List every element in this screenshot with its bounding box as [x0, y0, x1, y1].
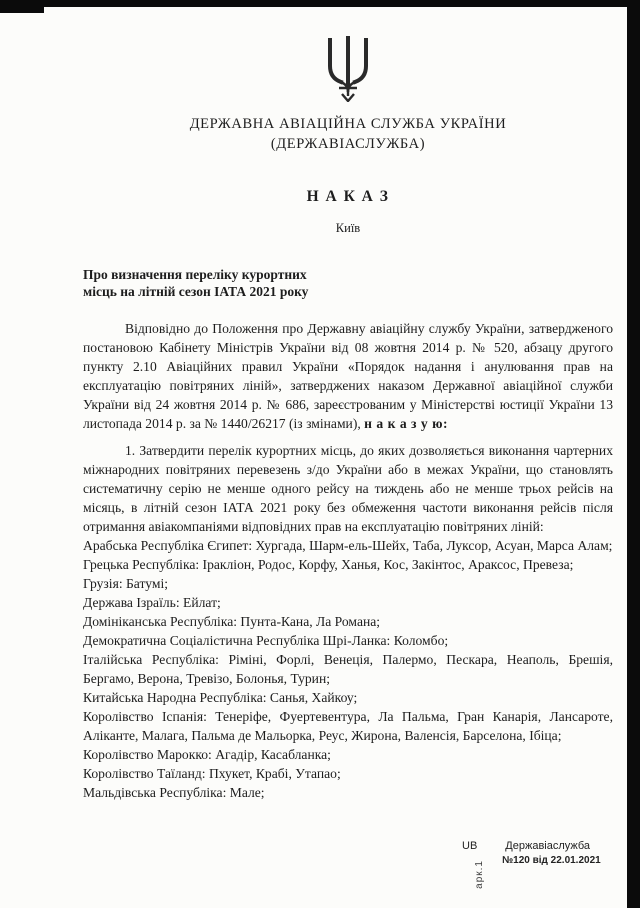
- resort-country-list: [83, 536, 613, 802]
- subject-line2: місць на літній сезон ІАТА 2021 року: [83, 284, 309, 299]
- stamp-org-name: Державіаслужба: [505, 840, 591, 852]
- scan-artifact-top-edge: [0, 0, 640, 7]
- document-content: [83, 30, 613, 802]
- stamp-top-row: [462, 840, 622, 852]
- country-line-srilanka: Демократична Соціалістична Республіка Шрі-Ланка: Коломбо;: [83, 633, 449, 648]
- country-line-china: Китайська Народна Республіка: Санья, Хайкоу;: [83, 690, 358, 705]
- country-line-egypt: Арабська Республіка Єгипет: Хургада, Шарм-ель-Шейх, Таба, Луксор, Асуан, Марса Алам;: [83, 538, 613, 553]
- country-line-georgia: Грузія: Батумі;: [83, 576, 169, 591]
- preamble-paragraph: [83, 319, 613, 433]
- ukraine-trident-emblem: [83, 36, 613, 102]
- document-type-title: Н А К А З: [306, 188, 390, 205]
- country-line-dominican: Домініканська Республіка: Пунта-Кана, Ла Романа;: [83, 614, 381, 629]
- scan-artifact-top-left-corner: [0, 0, 44, 13]
- item1-paragraph: 1. Затвердити перелік курортних місць, до яких дозволяється виконання чартерних міжнародних повітряних перевезень з/до України або в межах України, що становлять систематичну серію не менше одного рейсу на тиждень або не менше трьох рейсів на місяць, в літній сезон ІАТА 2021 року без обмеження частоти виконання рейсів після отримання авіакомпаніями відповідних прав на експлуатацію повітряних ліній:: [83, 443, 613, 534]
- country-line-thailand: Королівство Таїланд: Пхукет, Крабі, Утапао;: [83, 766, 341, 781]
- country-line-maldives: Мальдівська Республіка: Мале;: [83, 785, 265, 800]
- stamp-number: №120 від 22.01.2021: [502, 855, 601, 866]
- sheet-number-label: арк.1: [474, 860, 485, 889]
- registration-stamp: [462, 840, 622, 866]
- scan-artifact-right-edge: [627, 0, 640, 908]
- stamp-code: UB: [462, 840, 478, 852]
- country-line-israel: Держава Ізраїль: Ейлат;: [83, 595, 221, 610]
- document-city: Київ: [335, 221, 361, 235]
- country-line-italy: Італійська Республіка: Ріміні, Форлі, Венеція, Палермо, Пескара, Неаполь, Брешія, Бергамо, Верона, Тревізо, Болонья, Турин;: [83, 652, 613, 686]
- org-name-line1: ДЕРЖАВНА АВІАЦІЙНА СЛУЖБА УКРАЇНИ: [189, 116, 507, 132]
- subject-line1: Про визначення переліку курортних: [83, 267, 307, 282]
- country-line-greece: Грецька Республіка: Іракліон, Родос, Корфу, Ханья, Кос, Закінтос, Араксос, Превеза;: [83, 557, 574, 572]
- country-line-morocco: Королівство Марокко: Агадір, Касабланка;: [83, 747, 331, 762]
- preamble-text: Відповідно до Положення про Державну авіаційну службу України, затвердженого постановою Кабінету Міністрів України від 08 жовтня 2014 р. № 520, абзацу другого пункту 2.10 Авіаційних правил України «Порядок надання і анулювання прав на експлуатацію повітряних ліній», затверджених наказом Державної авіаційної служби України від 24 жовтня 2014 р. № 686, зареєстрованим у Міністерстві юстиції України 13 листопада 2014 р. за № 1440/26217 (із змінами),: [83, 321, 613, 431]
- preamble-order-word: н а к а з у ю:: [364, 416, 448, 431]
- country-line-spain: Королівство Іспанія: Тенеріфе, Фуертевентура, Ла Пальма, Гран Канарія, Лансароте, Аліканте, Малага, Пальма де Мальорка, Реус, Жирона, Валенсія, Барселона, Ібіца;: [83, 709, 613, 743]
- document-subject: [83, 266, 613, 300]
- org-name-line2: (ДЕРЖАВІАСЛУЖБА): [270, 136, 426, 152]
